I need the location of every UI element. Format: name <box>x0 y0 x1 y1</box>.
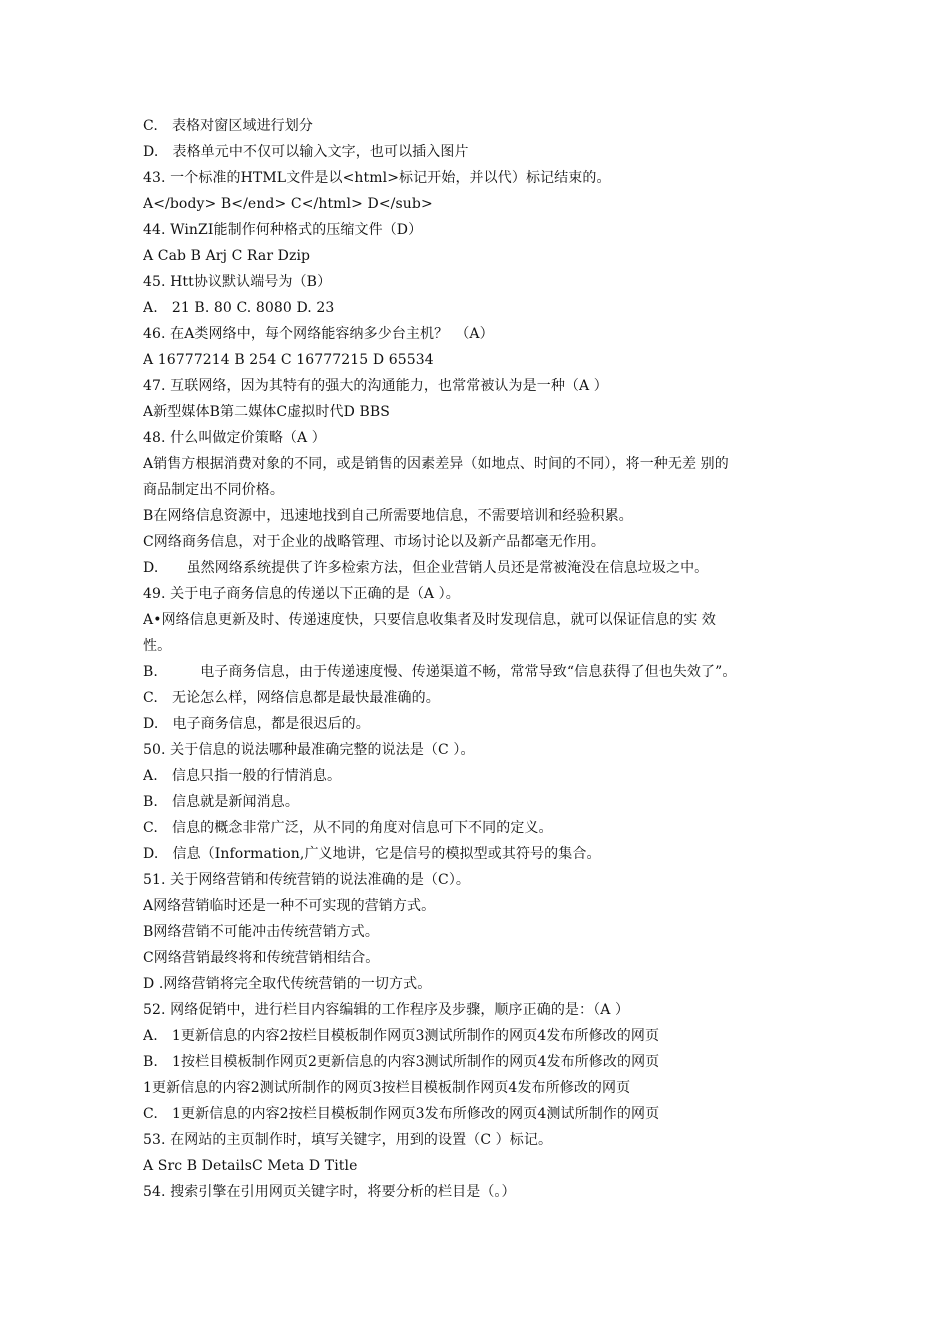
document-body <box>143 113 823 1205</box>
option-48-b: B在网络信息资源中，迅速地找到自己所需要地信息，不需要培训和经验积累。 <box>143 508 633 524</box>
options-46: A 16777214 B 254 C 16777215 D 65534 <box>143 352 434 368</box>
question-43: 43. 一个标准的HTML文件是以<html>标记开始，并以代）标记结束的。 <box>143 170 611 186</box>
option-51-d: D .网络营销将完全取代传统营销的一切方式。 <box>143 976 432 992</box>
question-45: 45. Htt协议默认端号为（B） <box>143 274 332 290</box>
option-49-a-cont: 性。 <box>143 638 172 654</box>
question-53: 53. 在网站的主页制作时，填写关键字，用到的设置（C ）标记。 <box>143 1132 553 1148</box>
option-50-c: C. 信息的概念非常广泛，从不同的角度对信息可下不同的定义。 <box>143 820 553 836</box>
question-50: 50. 关于信息的说法哪种最准确完整的说法是（C ）。 <box>143 742 475 758</box>
option-49-b: B. 电子商务信息，由于传递速度慢、传递渠道不畅，常常导致“信息获得了但也失效了”。 <box>143 664 737 680</box>
question-54: 54. 搜索引擎在引用网页关键字时，将要分析的栏目是（。） <box>143 1184 516 1200</box>
options-53: A Src B DetailsC Meta D Title <box>143 1158 358 1174</box>
option-51-c: C网络营销最终将和传统营销相结合。 <box>143 950 380 966</box>
question-46: 46. 在A类网络中，每个网络能容纳多少台主机？ （A） <box>143 326 494 342</box>
option-48-a-cont: 商品制定出不同价格。 <box>143 482 284 498</box>
options-44: A Cab B Arj C Rar Dzip <box>143 248 311 264</box>
option-48-d: D. 虽然网络系统提供了许多检索方法，但企业营销人员还是常被淹没在信息垃圾之中。 <box>143 560 709 576</box>
options-43: A</body> B</end> C</html> D</sub> <box>143 196 433 212</box>
question-48: 48. 什么叫做定价策略（A ） <box>143 430 326 446</box>
option-49-d: D. 电子商务信息，都是很迟后的。 <box>143 716 370 732</box>
options-45: A. 21 B. 80 C. 8080 D. 23 <box>143 300 335 316</box>
question-52: 52. 网络促销中，进行栏目内容编辑的工作程序及步骤，顺序正确的是：（A ） <box>143 1002 630 1018</box>
question-47: 47. 互联网络，因为其特有的强大的沟通能力，也常常被认为是一种（A ） <box>143 378 608 394</box>
option-49-c: C. 无论怎么样，网络信息都是最快最准确的。 <box>143 690 440 706</box>
option-52-a: A. 1更新信息的内容2按栏目模板制作网页3测试所制作的网页4发布所修改的网页 <box>143 1028 660 1044</box>
option-52-b: B. 1按栏目模板制作网页2更新信息的内容3测试所制作的网页4发布所修改的网页 <box>143 1054 660 1070</box>
text-line: D. 表格单元中不仅可以输入文字，也可以插入图片 <box>143 144 469 160</box>
option-50-b: B. 信息就是新闻消息。 <box>143 794 299 810</box>
question-44: 44. WinZI能制作何种格式的压缩文件（D） <box>143 222 423 238</box>
options-47: A新型媒体B第二媒体C虚拟时代D BBS <box>143 404 390 420</box>
option-49-a: A•网络信息更新及时、传递速度快，只要信息收集者及时发现信息，就可以保证信息的实 效 <box>143 612 717 628</box>
option-50-d: D. 信息（Information,广义地讲，它是信号的模拟型或其符号的集合。 <box>143 846 601 862</box>
option-52-c: C. 1更新信息的内容2按栏目模板制作网页3发布所修改的网页4测试所制作的网页 <box>143 1106 660 1122</box>
option-51-a: A网络营销临时还是一种不可实现的营销方式。 <box>143 898 436 914</box>
option-52-extra: 1更新信息的内容2测试所制作的网页3按栏目模板制作网页4发布所修改的网页 <box>143 1080 631 1096</box>
option-48-c: C网络商务信息，对于企业的战略管理、市场讨论以及新产品都毫无作用。 <box>143 534 606 550</box>
option-51-b: B网络营销不可能冲击传统营销方式。 <box>143 924 379 940</box>
question-49: 49. 关于电子商务信息的传递以下正确的是（A ）。 <box>143 586 460 602</box>
question-51: 51. 关于网络营销和传统营销的说法准确的是（C）。 <box>143 872 471 888</box>
text-line: C. 表格对窗区域进行划分 <box>143 118 313 134</box>
option-48-a: A销售方根据消费对象的不同，或是销售的因素差异（如地点、时间的不同），将一种无差 别的 <box>143 456 729 472</box>
option-50-a: A. 信息只指一般的行情消息。 <box>143 768 342 784</box>
